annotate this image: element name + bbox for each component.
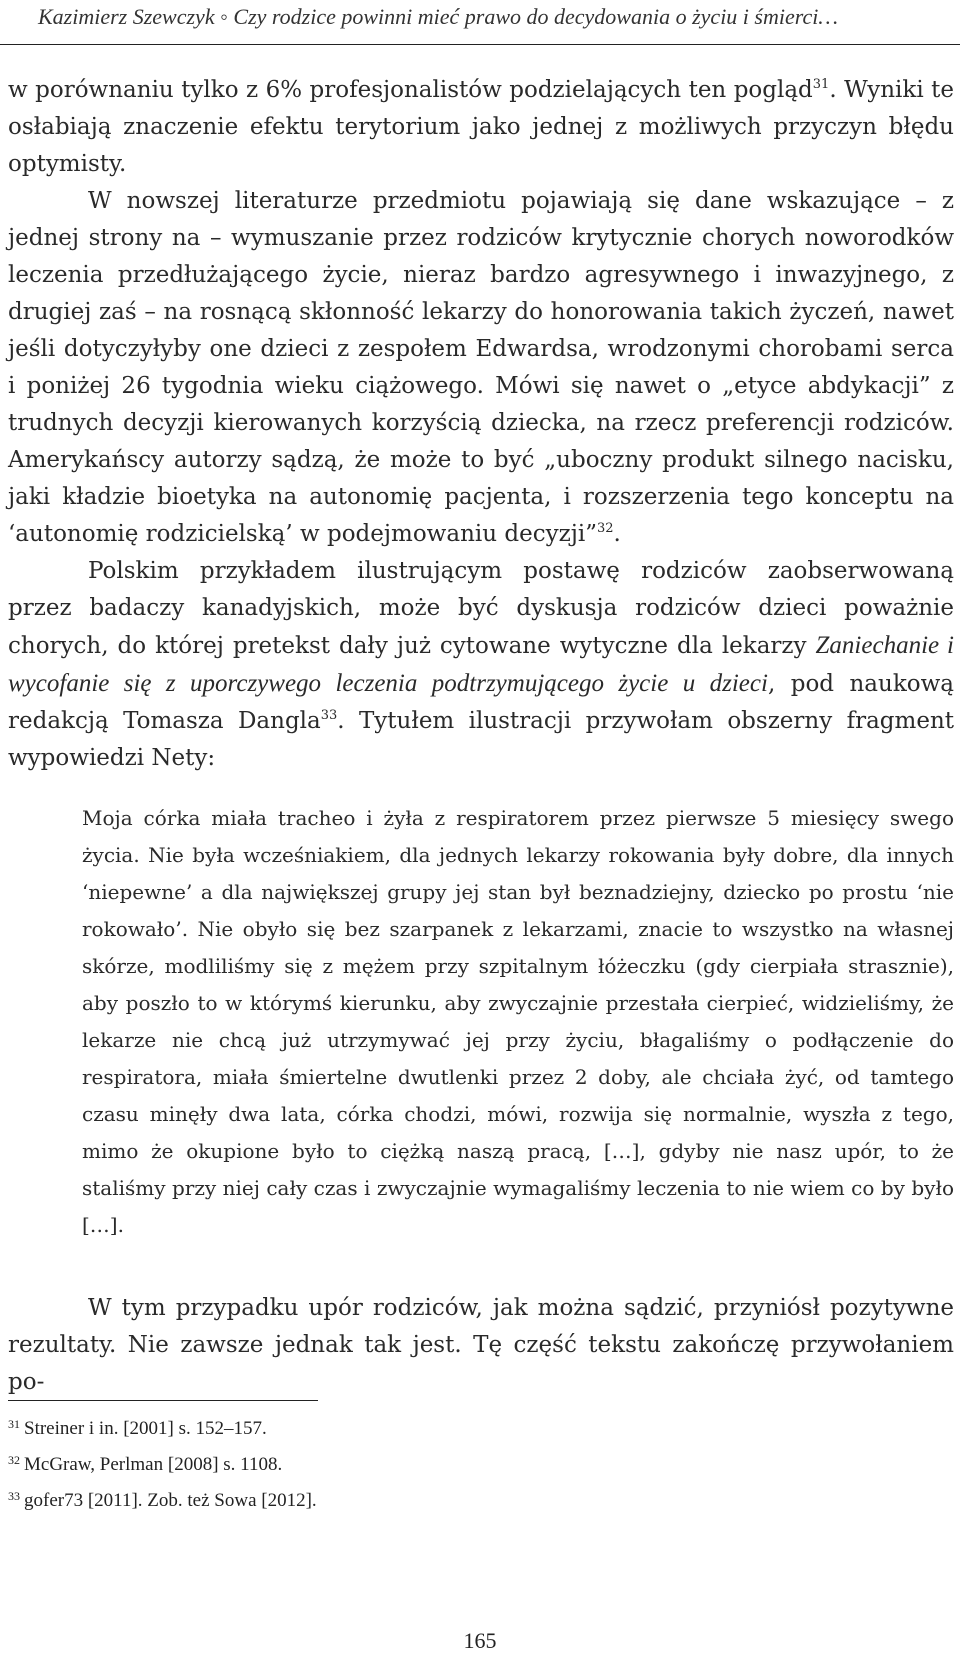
block-quote-text: Moja córka miała tracheo i żyła z respiratorem przez pierwsze 5 miesięcy swego życia. Nie była wcześniakiem, dla jednych lekarzy rokowania były dobre, dla innych ‘niepewne’ a dla największej grupy jej stan był beznadziejny, dziecko po prostu ‘nie rokowało’. Nie obyło się bez szarpanek z lekarzami, znacie to wszystko na własnej skórze, modliliśmy się z mężem przy szpitalnym łóżeczku (gdy cierpiała strasznie), aby poszło to w którymś kierunku, aby zwyczajnie przestała cierpieć, widzieliśmy, że lekarze nie chcą już utrzymywać jej przy życiu, błagaliśmy o podłączenie do respiratora, miała śmiertelne dwutlenki przez 2 doby, ale chciała żyć, od tamtego czasu minęły dwa lata, córka chodzi, mówi, rozwija się normalnie, wyszła z tego, mimo że okupione było to ciężką naszą pracą, […], gdyby nie nasz upór, to że staliśmy przy niej cały czas i zwyczajnie wymagaliśmy leczenia to nie wiem co by było […]. bbox=[82, 806, 954, 1237]
paragraph-2-text: W nowszej literaturze przedmiotu pojawiają się dane wskazujące – z jednej strony na – wymuszanie przez rodziców krytycznie chorych noworodków leczenia przedłużającego życie, nieraz bardzo agresywnego i inwazyjnego, z drugiej zaś – na rosnącą skłonność lekarzy do honorowania takich życzeń, nawet jeśli dotyczyłyby one dzieci z zespołem Edwardsa, wrodzonymi chorobami serca i poniżej 26 tygodnia wieku ciążowego. Mówi się nawet o „etyce abdykacji” z trudnych decyzji kierowanych korzyścią dziecka, na rzecz preferencji rodziców. Amerykańscy autorzy sądzą, że może to być „uboczny produkt silnego nacisku, jaki kładzie bioetyka na autonomię pacjenta, i rozszerzenia tego konceptu na ‘autonomię rodzicielską’ w podejmowaniu decyzji” bbox=[8, 188, 954, 547]
paragraph-1-text-end: . Wyniki te osłabiają znaczenie efektu terytorium jako jednej z możliwych przyczyn błędu optymisty. bbox=[8, 77, 954, 177]
paragraph-3-text-mid: , pod naukową redakcją Tomasza Dangla bbox=[8, 671, 955, 734]
footnote-number: 32 bbox=[8, 1453, 20, 1467]
closing-paragraph bbox=[8, 1290, 954, 1401]
paragraph-1-text: w porównaniu tylko z 6% profesjonalistów podzielających ten pogląd bbox=[8, 77, 813, 103]
paragraph-3 bbox=[8, 553, 954, 777]
footnotes bbox=[8, 1418, 608, 1526]
footnote-ref-33[interactable]: 33 bbox=[320, 708, 338, 723]
footnote-text: McGraw, Perlman [2008] s. 1108. bbox=[24, 1454, 283, 1475]
cited-title: Zaniechanie i wycofanie się z uporczywego leczenia podtrzymującego życie u dzieci bbox=[8, 632, 954, 697]
footnote-33 bbox=[8, 1490, 608, 1526]
footnote-32 bbox=[8, 1454, 608, 1490]
header-title: Czy rodzice powinni mieć prawo do decydowania o życiu i śmierci… bbox=[233, 4, 838, 29]
footnote-ref-31[interactable]: 31 bbox=[812, 77, 830, 92]
footnote-text: gofer73 [2011]. Zob. też Sowa [2012]. bbox=[24, 1490, 317, 1511]
paragraph-1 bbox=[8, 72, 954, 183]
page-number: 165 bbox=[463, 1628, 497, 1653]
paragraph-2-text-end: . bbox=[613, 521, 621, 547]
footnote-ref-32[interactable]: 32 bbox=[596, 521, 614, 536]
running-header-text bbox=[38, 4, 838, 30]
footnote-31 bbox=[8, 1418, 608, 1454]
footnote-text: Streiner i in. [2001] s. 152–157. bbox=[24, 1418, 267, 1439]
paragraph-3-text: Polskim przykładem ilustrującym postawę rodziców zaobserwowaną przez badaczy kanadyjskich, może być dyskusja rodziców dzieci poważnie chorych, do której pretekst dały już cytowane wytyczne dla lekarzy bbox=[8, 558, 954, 659]
paragraph-3-text-end: . Tytułem ilustracji przywołam obszerny fragment wypowiedzi Nety: bbox=[8, 708, 954, 771]
main-text bbox=[8, 72, 954, 777]
block-quote bbox=[82, 800, 954, 1244]
header-separator: ◦ bbox=[220, 4, 228, 29]
paragraph-2 bbox=[8, 183, 954, 553]
closing-paragraph-text: W tym przypadku upór rodziców, jak można sądzić, przyniósł pozytywne rezultaty. Nie zawsze jednak tak jest. Tę część tekstu zakończę przywołaniem po- bbox=[8, 1295, 954, 1395]
footnote-number: 31 bbox=[8, 1417, 20, 1431]
running-header bbox=[0, 0, 960, 45]
header-author: Kazimierz Szewczyk bbox=[38, 4, 215, 29]
footnote-divider bbox=[8, 1400, 318, 1401]
footnote-number: 33 bbox=[8, 1489, 20, 1503]
